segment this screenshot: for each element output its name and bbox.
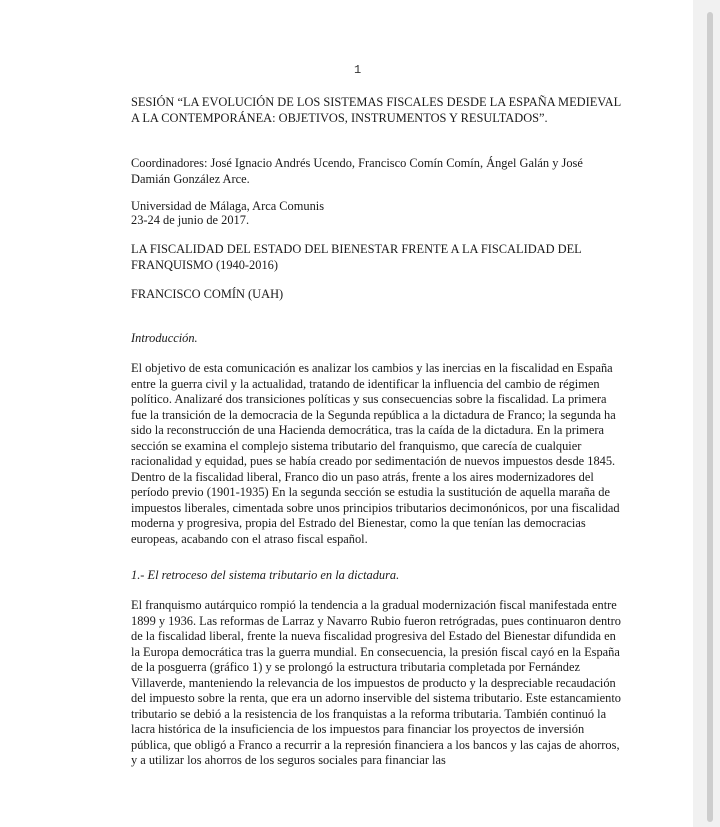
session-title: SESIÓN “LA EVOLUCIÓN DE LOS SISTEMAS FISCALES DESDE LA ESPAÑA MEDIEVAL A LA CONTEMPORÁNEA: OBJETIVOS, INSTRUMENTOS Y RESULTADOS”. xyxy=(131,95,621,125)
coordinators: Coordinadores: José Ignacio Andrés Ucendo, Francisco Comín Comín, Ángel Galán y José Damián González Arce. xyxy=(131,156,583,186)
venue-line-2: 23-24 de junio de 2017. xyxy=(131,213,250,227)
section1-heading: 1.- El retroceso del sistema tributario en la dictadura. xyxy=(131,568,400,582)
intro-heading: Introducción. xyxy=(131,331,198,345)
page-number: 1 xyxy=(354,63,362,77)
author: FRANCISCO COMÍN (UAH) xyxy=(131,287,284,301)
section1-paragraph: El franquismo autárquico rompió la tendencia a la gradual modernización fiscal manifestada entre 1899 y 1936. Las reformas de Larraz y Navarro Rubio fueron retrógradas, pues continuaron dentro de la fiscalidad liberal, frente la nueva fiscalidad progresiva del Estado del Bienestar difundida en la Europa democrática tras la guerra mundial. En consecuencia, la presión fiscal cayó en la España de la posguerra (gráfico 1) y se prolongó la estructura tributaria completada por Fernández Villaverde, manteniendo la relevancia de los impuestos de producto y la despreciable recaudación del impuesto sobre la renta, que era un adorno inservible del sistema tributario. Este estancamiento tributario se debió a la resistencia de los franquistas a la reforma tributaria. También continuó la lacra histórica de la insuficiencia de los impuestos para financiar los proyectos de inversión pública, que obligó a Franco a recurrir a la represión financiera a los bancos y las cajas de ahorros, y a utilizar los ahorros de los seguros sociales para financiar las xyxy=(131,598,621,767)
scrollbar-thumb[interactable] xyxy=(707,12,713,822)
intro-paragraph: El objetivo de esta comunicación es analizar los cambios y las inercias en la fiscalidad en España entre la guerra civil y la actualidad, tratando de identificar la influencia del cambio de régimen político. Analizaré dos transiciones políticas y sus consecuencias sobre la fiscalidad. La primera fue la transición de la democracia de la Segunda república a la dictadura de Franco; la segunda ha sido la reconstrucción de una Hacienda democrática, tras la caída de la dictadura. En la primera sección se examina el complejo sistema tributario del franquismo, que carecía de cualquier racionalidad y equidad, pues se había creado por sedimentación de nuevos impuestos desde 1845. Dentro de la fiscalidad liberal, Franco dio un paso atrás, frente a los aires modernizadores del período previo (1901-1935) En la segunda sección se estudia la sustitución de aquella maraña de impuestos liberales, cimentada sobre unos principios tributarios decimonónicos, por una fiscalidad moderna y progresiva, propia del Estrado del Bienestar, como la que tenían las democracias europeas, acabando con el atraso fiscal español. xyxy=(131,361,620,546)
venue-line-1: Universidad de Málaga, Arca Comunis xyxy=(131,199,325,213)
paper-title: LA FISCALIDAD DEL ESTADO DEL BIENESTAR FRENTE A LA FISCALIDAD DEL FRANQUISMO (1940-2016) xyxy=(131,242,582,272)
